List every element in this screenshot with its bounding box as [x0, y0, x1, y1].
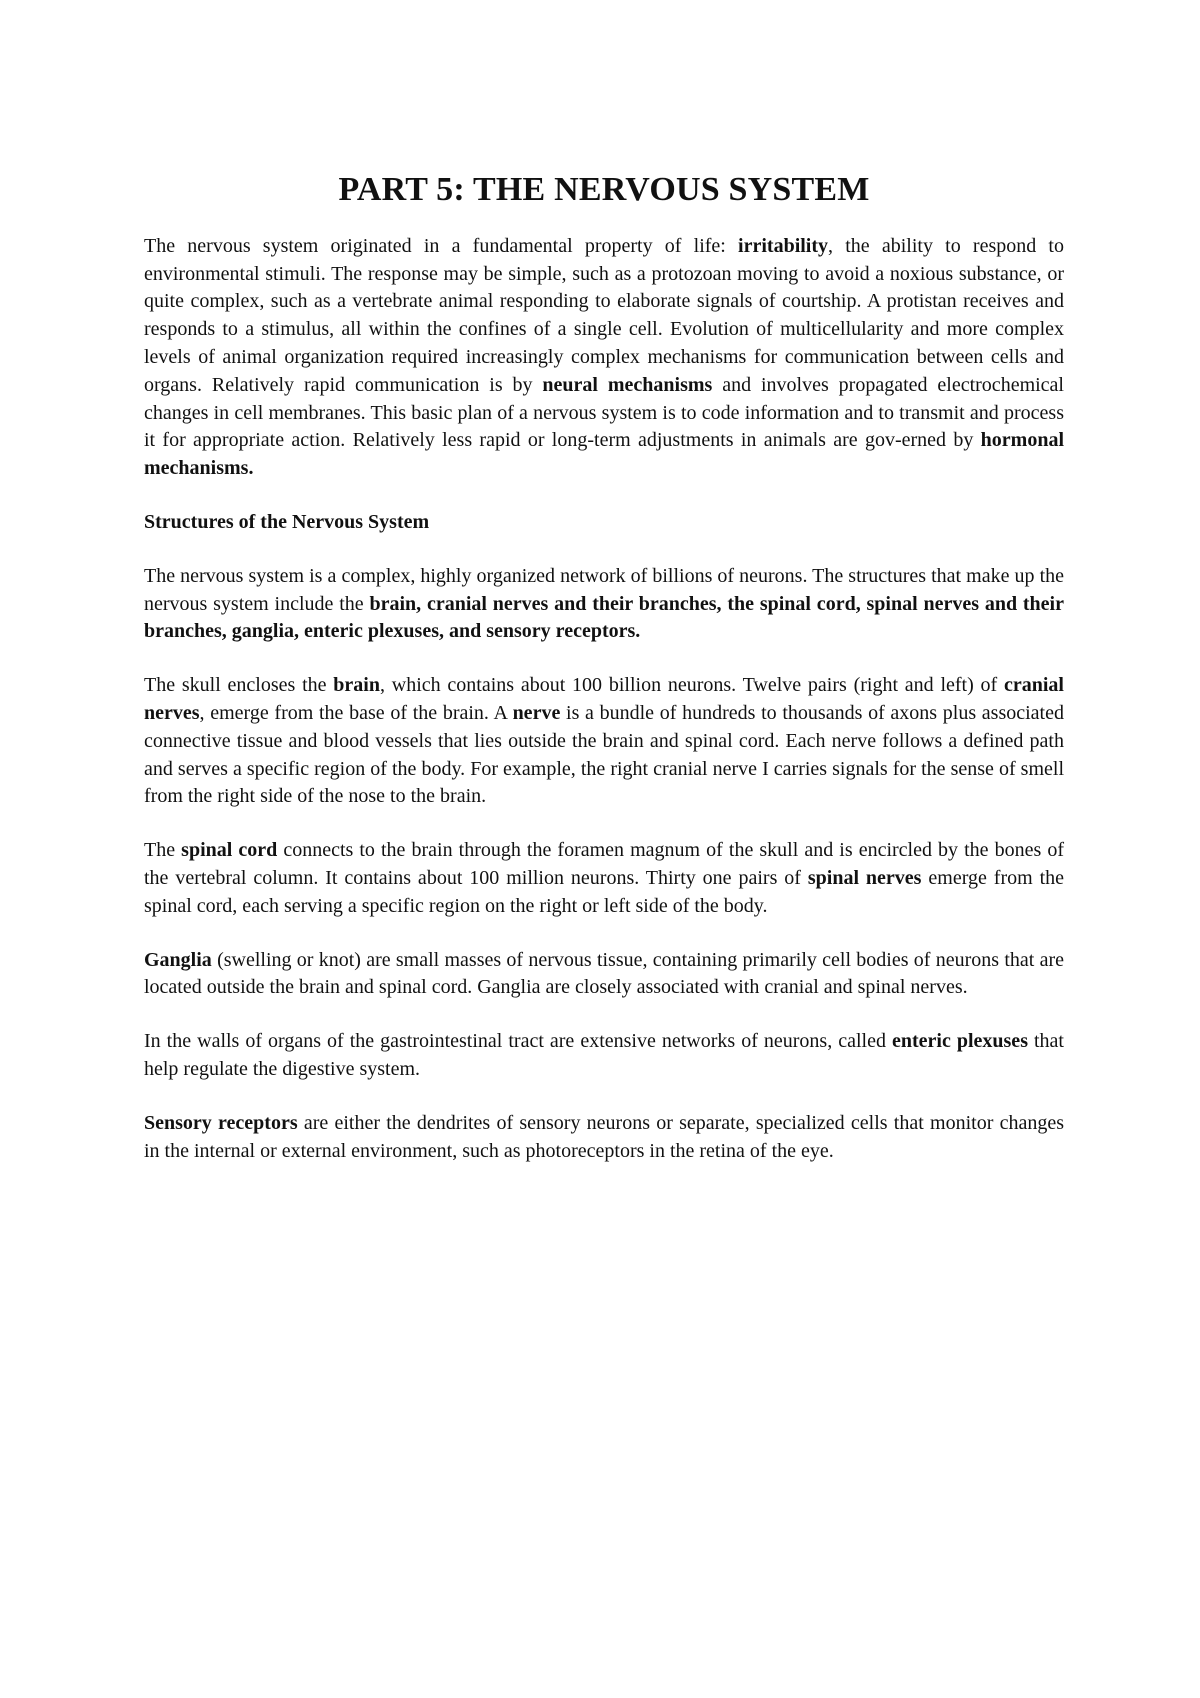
text-run: The nervous system originated in a fundamental property of life:: [144, 234, 739, 257]
paragraph-sensory-receptors: [144, 1110, 1064, 1166]
bold-term: hormonal mechanisms.: [144, 429, 1064, 480]
bold-term: Ganglia: [144, 948, 212, 971]
bold-term: irritability: [738, 234, 829, 257]
text-run: , which contains about 100 billion neurons. Twelve pairs (right and left) of: [379, 674, 1004, 697]
bold-term: spinal cord: [181, 839, 278, 862]
intro-paragraph: [144, 233, 1064, 483]
text-run: that help regulate the digestive system.: [144, 1030, 1064, 1080]
text-run: is a bundle of hundreds to thousands of axons plus associated connective tissue and blood vessels that lies outside the brain and spinal cord. Each nerve follows a defined path and serves a specific region of the body. For example, the right cranial nerve I carries signals for the sense of smell from the right side of the nose to the brain.: [144, 701, 1064, 808]
document-content: [144, 170, 1064, 1191]
text-run: The: [144, 839, 182, 862]
text-run: (swelling or knot) are small masses of nervous tissue, containing primarily cell bodies of neurons that are located outside the brain and spinal cord. Ganglia are closely associated with cranial and spinal nerves.: [144, 948, 1064, 999]
text-run: , the ability to respond to environmental stimuli. The response may be simple, such as a protozoan moving to avoid a noxious substance, or quite complex, such as a vertebrate animal responding to elaborate signals of courtship. A protistan receives and responds to a stimulus, all within the confines of a single cell. Evolution of multicellularity and more complex levels of animal organization required increasingly complex mechanisms for communication between cells and organs. Relatively rapid communication is by: [144, 234, 1064, 396]
bold-term: nerve: [512, 701, 561, 724]
paragraph-ganglia: [144, 947, 1064, 1003]
bold-term: brain, cranial nerves and their branches, the spinal cord, spinal nerves and their branches, ganglia, enteric plexuses, and sensory receptors.: [144, 592, 1064, 643]
text-run: The nervous system is a complex, highly organized network of billions of neurons. The structures that make up the nervous system include the: [144, 564, 1064, 615]
text-run: are either the dendrites of sensory neurons or separate, specialized cells that monitor changes in the internal or external environment, such as photoreceptors in the retina of the eye.: [144, 1111, 1064, 1162]
paragraph-brain: [144, 672, 1064, 811]
text-run: In the walls of organs of the gastrointestinal tract are extensive networks of neurons, called: [144, 1030, 892, 1053]
bold-term: neural mechanisms: [542, 373, 713, 396]
page-title: PART 5: THE NERVOUS SYSTEM: [338, 171, 870, 208]
section-heading: Structures of the Nervous System: [144, 510, 430, 533]
bold-term: spinal nerves: [807, 866, 922, 889]
bold-term: enteric plexuses: [891, 1030, 1028, 1053]
text-run: and involves propagated electrochemical changes in cell membranes. This basic plan of a nervous system is to code information and to transmit and process it for appropriate action. Relatively less rapid or long-term adjustments in animals are gov-erned by: [144, 373, 1064, 452]
bold-term: cranial nerves: [144, 674, 1064, 724]
text-run: The skull encloses the: [144, 674, 334, 697]
bold-term: Sensory receptors: [144, 1111, 298, 1134]
paragraph-enteric-plexuses: [144, 1028, 1064, 1084]
text-run: emerge from the spinal cord, each serving a specific region on the right or left side of the body.: [144, 866, 1065, 917]
paragraph-structures: [144, 563, 1064, 646]
paragraph-spinal-cord: [144, 837, 1064, 920]
text-run: , emerge from the base of the brain. A: [199, 701, 513, 724]
text-run: connects to the brain through the foramen magnum of the skull and is encircled by the bones of the vertebral column. It contains about 100 million neurons. Thirty one pairs of: [144, 839, 1065, 889]
bold-term: brain: [333, 674, 380, 697]
